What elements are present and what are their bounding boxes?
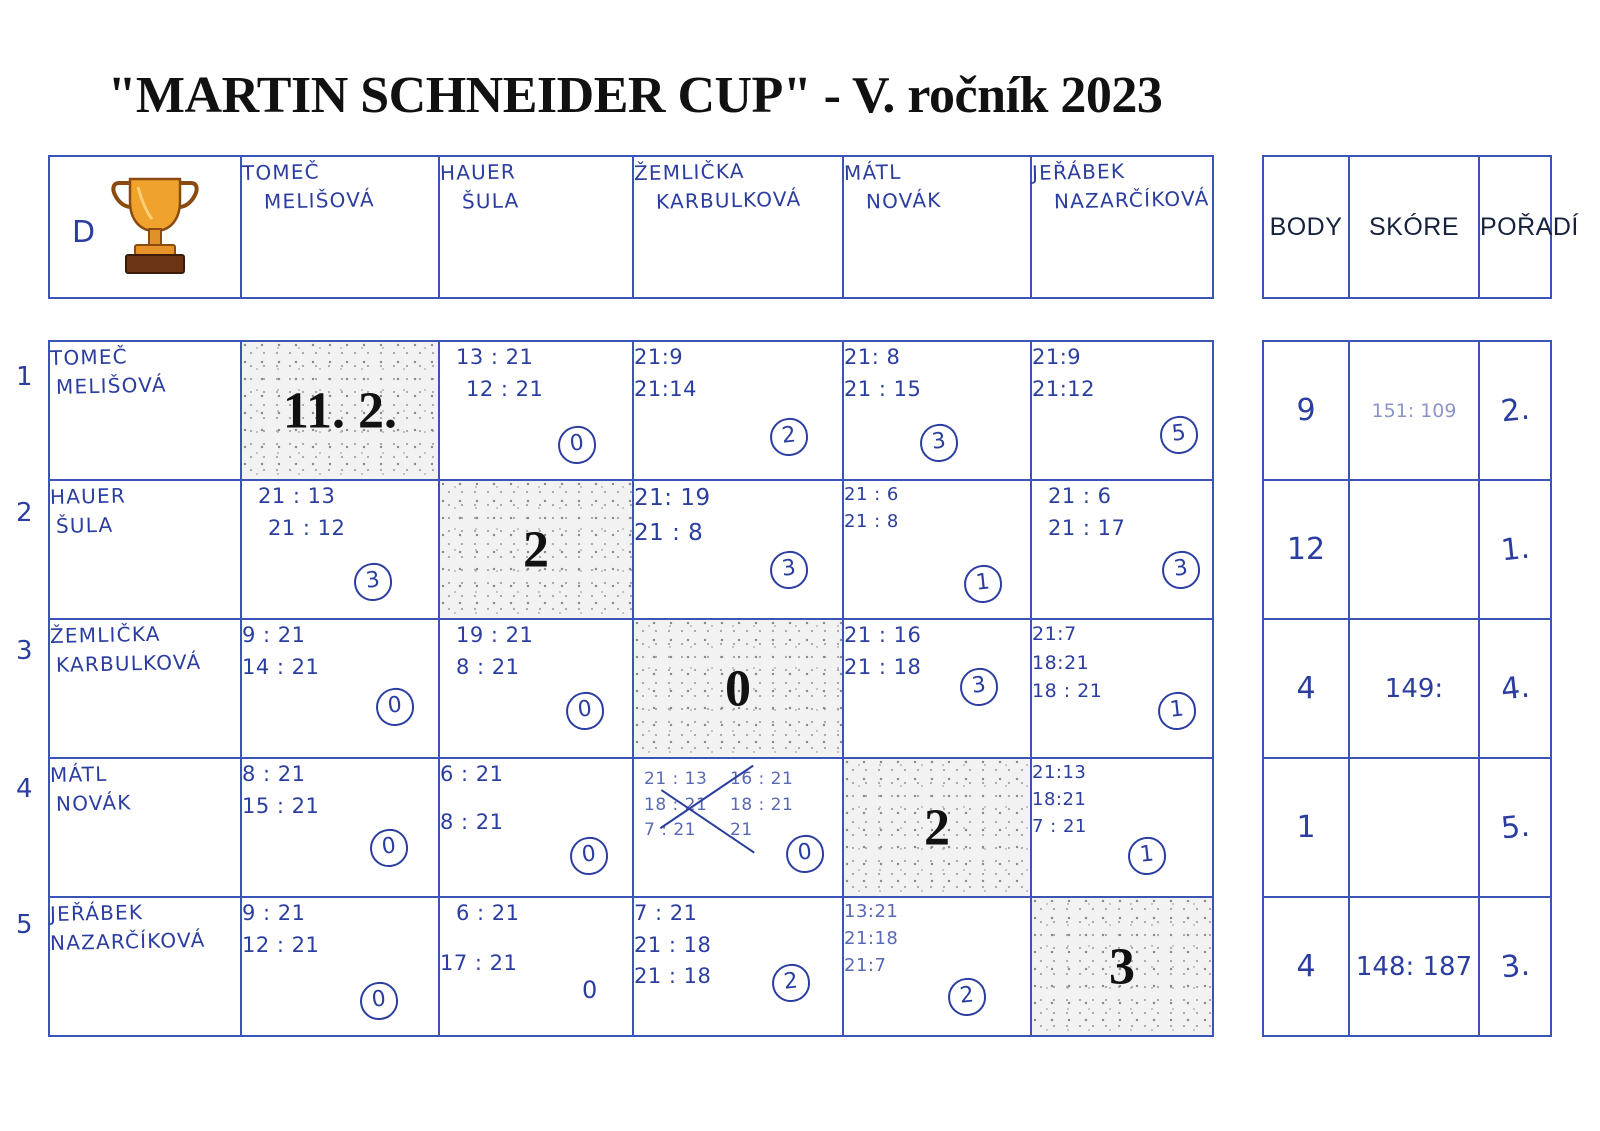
header-col-5 [1031,156,1213,298]
row-4-line1: MÁTL [49,761,108,787]
row-number-3: 3 [16,636,33,666]
cell-1-4-sets: 21: 8 21 : 15 [844,345,922,401]
header-table [48,155,1214,299]
cell-4-5-result: 1 [1126,835,1168,877]
cell-1-5-result: 5 [1158,414,1200,456]
cell-3-4 [843,619,1031,758]
cell-5-3-sets: 7 : 21 21 : 18 21 : 18 [634,901,712,988]
cell-4-3-sets-left: 21 : 13 18 : 21 7 : 21 [644,769,708,840]
cell-5-4 [843,897,1031,1036]
header-col-3 [633,156,843,298]
header-row [49,156,1213,298]
cell-3-2-result: 0 [564,690,606,732]
summary-body-5: 4 [1263,897,1349,1036]
summary-poradi-4: 5. [1479,758,1551,897]
cell-4-5 [1031,758,1213,897]
cell-2-3-result: 3 [768,549,810,591]
header-col-5-line1: JEŘÁBEK [1031,158,1126,185]
cell-1-4-result: 3 [918,422,960,464]
summary-poradi-2: 1. [1479,480,1551,619]
cell-4-1 [241,758,439,897]
cell-1-5 [1031,341,1213,480]
cell-5-5-value: 3 [1109,938,1135,995]
cell-5-1-sets: 9 : 21 12 : 21 [242,901,320,957]
cell-5-4-result: 2 [946,976,988,1018]
row-number-2: 2 [16,498,33,528]
cell-3-1-sets: 9 : 21 14 : 21 [242,623,320,679]
row-2-line1: HAUER [49,483,127,509]
cell-5-2-result: 0 [582,976,598,1004]
cell-1-3-result: 2 [768,416,810,458]
cell-1-1-value: 11. 2. [282,382,398,439]
summary-table [1262,340,1552,1037]
cell-5-3 [633,897,843,1036]
row-3-line1: ŽEMLIČKA [49,621,161,648]
cell-1-2-result: 0 [556,424,598,466]
cell-4-2-result: 0 [568,835,610,877]
summary-row [1263,341,1551,480]
row-2-name [49,480,241,619]
cell-3-1 [241,619,439,758]
cell-4-3-sets-right: 16 : 21 18 : 21 21 [730,769,794,840]
table-row [49,480,1213,619]
summary-skore-4 [1349,758,1479,897]
header-col-2-line1: HAUER [439,159,517,186]
summary-poradi-3: 4. [1479,619,1551,758]
trophy-icon [110,169,200,286]
summary-body-2: 12 [1263,480,1349,619]
header-col-1 [241,156,439,298]
cell-5-4-sets: 13:21 21:18 21:7 [844,901,899,976]
cell-1-2 [439,341,633,480]
row-4-line2: NOVÁK [55,790,132,816]
header-col-4-line1: MÁTL [843,159,902,185]
header-col-3-line2: KARBULKOVÁ [655,186,802,214]
row-1-name [49,341,241,480]
cell-2-3-sets: 21: 19 21 : 8 [634,485,711,546]
cell-4-3-result: 0 [784,833,826,875]
row-5-line1: JEŘÁBEK [49,900,144,926]
cell-1-5-sets: 21:9 21:12 [1032,345,1096,401]
cell-1-2-sets: 13 : 21 12 : 21 [456,345,544,401]
cell-2-5 [1031,480,1213,619]
header-col-4-line2: NOVÁK [865,187,942,214]
cell-5-1-result: 0 [358,980,400,1022]
row-number-1: 1 [16,362,33,392]
summary-skore-1: 151: 109 [1349,341,1479,480]
summary-header-row [1263,156,1551,298]
summary-poradi-1: 2. [1479,341,1551,480]
cell-2-4-result: 1 [962,563,1004,605]
cell-2-2-value: 2 [523,521,549,578]
cell-2-1-result: 3 [352,561,394,603]
header-col-5-line2: NAZARČÍKOVÁ [1053,186,1210,214]
summary-poradi-5: 3. [1479,897,1551,1036]
row-number-4: 4 [16,774,33,804]
cell-4-2-sets: 6 : 21 8 : 21 [440,762,504,834]
cell-3-3-value: 0 [725,660,751,717]
cell-5-1 [241,897,439,1036]
cell-2-4-sets: 21 : 6 21 : 8 [844,484,899,532]
cell-4-4-value: 2 [924,799,950,856]
page-title: "MARTIN SCHNEIDER CUP" - V. ročník 2023 [107,67,1163,124]
summary-body-3: 4 [1263,619,1349,758]
header-col-1-line1: TOMEČ [241,159,321,186]
row-3-line2: KARBULKOVÁ [55,649,202,677]
header-col-3-line1: ŽEMLIČKA [633,158,745,186]
table-row [49,758,1213,897]
cell-2-5-sets: 21 : 6 21 : 17 [1048,484,1126,540]
cell-4-4-self [843,758,1031,897]
cell-2-1-sets: 21 : 13 21 : 12 [258,484,346,540]
cell-3-5-result: 1 [1156,690,1198,732]
cell-3-1-result: 0 [374,686,416,728]
summary-body-1: 9 [1263,341,1349,480]
row-1-line2: MELIŠOVÁ [55,372,167,399]
cell-3-3-self [633,619,843,758]
summary-skore-5: 148: 187 [1349,897,1479,1036]
cell-3-2-sets: 19 : 21 8 : 21 [456,623,534,679]
summary-row [1263,619,1551,758]
summary-header-body: BODY [1263,156,1349,298]
table-row [49,897,1213,1036]
cell-1-3 [633,341,843,480]
cell-4-5-sets: 21:13 18:21 7 : 21 [1032,762,1087,837]
summary-header-skore: SKÓRE [1349,156,1479,298]
cell-3-4-sets: 21 : 16 21 : 18 [844,623,922,679]
cell-3-4-result: 3 [958,666,1000,708]
cell-5-2-sets: 6 : 21 17 : 21 [440,901,520,975]
header-col-4 [843,156,1031,298]
corner-trophy-cell [49,156,241,298]
header-col-2 [439,156,633,298]
cell-5-5-self [1031,897,1213,1036]
results-matrix [48,340,1214,1037]
row-1-line1: TOMEČ [49,344,129,370]
row-5-name [49,897,241,1036]
cell-3-2 [439,619,633,758]
header-col-2-line2: ŠULA [461,188,520,214]
cell-4-1-result: 0 [368,827,410,869]
row-number-5: 5 [16,910,33,940]
cell-3-5-sets: 21:7 18:21 18 : 21 [1032,623,1103,702]
summary-row [1263,758,1551,897]
summary-skore-2 [1349,480,1479,619]
row-2-line2: ŠULA [55,512,114,538]
summary-row [1263,897,1551,1036]
cell-2-4 [843,480,1031,619]
row-3-name [49,619,241,758]
cell-1-3-sets: 21:9 21:14 [634,345,698,401]
cell-4-1-sets: 8 : 21 15 : 21 [242,762,320,818]
cell-2-3 [633,480,843,619]
cell-5-2 [439,897,633,1036]
header-col-1-line2: MELIŠOVÁ [263,187,375,214]
cell-3-5 [1031,619,1213,758]
summary-body-4: 1 [1263,758,1349,897]
summary-skore-3: 149: [1349,619,1479,758]
cell-5-3-result: 2 [770,962,812,1004]
cell-2-1 [241,480,439,619]
cell-4-2 [439,758,633,897]
table-row [49,341,1213,480]
cell-4-3-voided [633,758,843,897]
table-row [49,619,1213,758]
cell-2-5-result: 3 [1160,549,1202,591]
row-5-line2: NAZARČÍKOVÁ [49,927,206,955]
cell-2-2-self [439,480,633,619]
cell-1-4 [843,341,1031,480]
summary-header-table [1262,155,1579,299]
summary-row [1263,480,1551,619]
corner-letter: D [72,215,96,250]
row-4-name [49,758,241,897]
summary-header-poradi: POŘADÍ [1479,156,1551,298]
cell-1-1-self [241,341,439,480]
